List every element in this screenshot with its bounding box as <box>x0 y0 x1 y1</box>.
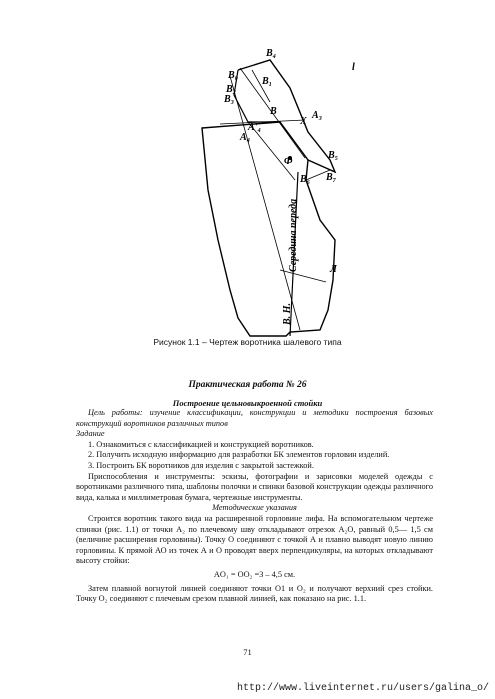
label-x: X <box>300 116 307 127</box>
task-heading: Задание <box>76 429 105 439</box>
label-bn: В. Н. <box>282 303 293 325</box>
work-subtitle: Построение цельновыкроенной стойки <box>172 398 323 408</box>
label-b1: B₁ <box>262 76 273 87</box>
work-title: Практическая работа № 26 <box>188 380 307 390</box>
footer-url[interactable]: http://www.liveinternet.ru/users/galina_o/ <box>236 683 489 694</box>
method-paragraph-1: Строится воротник такого вида на расширенной горловине лифа. На вспомогательном чертеже спинки (рис. 1.1) от точки А₂ по плечевому шву откладывают отрезок А₂О, равный 0,5— 1,5 см (величине расширения горловины). Точку О соединяют с точкой А и плавно выводят новую линию горловины. К прямой АО из точек А и О проводят вверх перпендикуляры, на которых откладывают высоту стойки: <box>76 513 433 566</box>
label-l: Л <box>330 264 337 275</box>
bodice-outline <box>202 122 335 336</box>
label-a3: A₃ <box>312 110 323 121</box>
collar-drawing <box>130 40 370 340</box>
label-b4: B₄ <box>266 48 277 59</box>
figure-corner-label: l <box>352 62 355 73</box>
label-b: B <box>270 106 277 117</box>
label-b2: B₂ <box>226 84 237 95</box>
label-center-front: Середина переда <box>288 198 299 272</box>
task-item-2: 2. Получить исходную информацию для разработки БК элементов горловин изделий. <box>88 450 390 460</box>
label-b6: B₆ <box>300 174 311 185</box>
label-phi: Ф <box>284 156 293 167</box>
method-heading: Методические указания <box>212 503 297 513</box>
label-b7: B₇ <box>326 172 337 183</box>
figure-caption: Рисунок 1.1 – Чертеж воротника шалевого типа <box>153 337 342 347</box>
label-a4: A₄ <box>240 132 251 143</box>
label-b3: B₃ <box>224 94 235 105</box>
construction-line <box>280 270 326 282</box>
label-b0: B₀ <box>228 70 239 81</box>
label-a4prime: A'₄ <box>248 122 261 133</box>
goal-text: Цель работы: изучение классификации, конструкции и методики построения базовых конструкций воротников различных типов <box>76 408 433 428</box>
task-item-3: 3. Построить БК воротников для изделия с закрытой застежкой. <box>88 460 314 470</box>
page-number: 71 <box>243 647 252 657</box>
task-item-1: 1. Ознакомиться с классификацией и конструкцией воротников. <box>88 439 314 449</box>
body-text <box>76 408 433 605</box>
formula: AO₁ = OO₂ =3 – 4,5 см. <box>213 569 296 579</box>
method-paragraph-2: Затем плавной вогнутой линией соединяют точки О1 и О₂ и получают верхний срез стойки. Точку О₂ соединяют с плечевым срезом плавной линией, как показано на рис. 1.1. <box>76 583 433 604</box>
tools-text: Приспособления и инструменты: эскизы, фотографии и зарисовки моделей одежды с воротниками различного типа, шаблоны полочки и спинки базовой конструкции одежды различного вида, калька и миллиметровая бумага, чертежные инструменты. <box>76 471 433 502</box>
collar-drawing-figure <box>130 40 370 340</box>
label-b5: B₅ <box>328 150 339 161</box>
